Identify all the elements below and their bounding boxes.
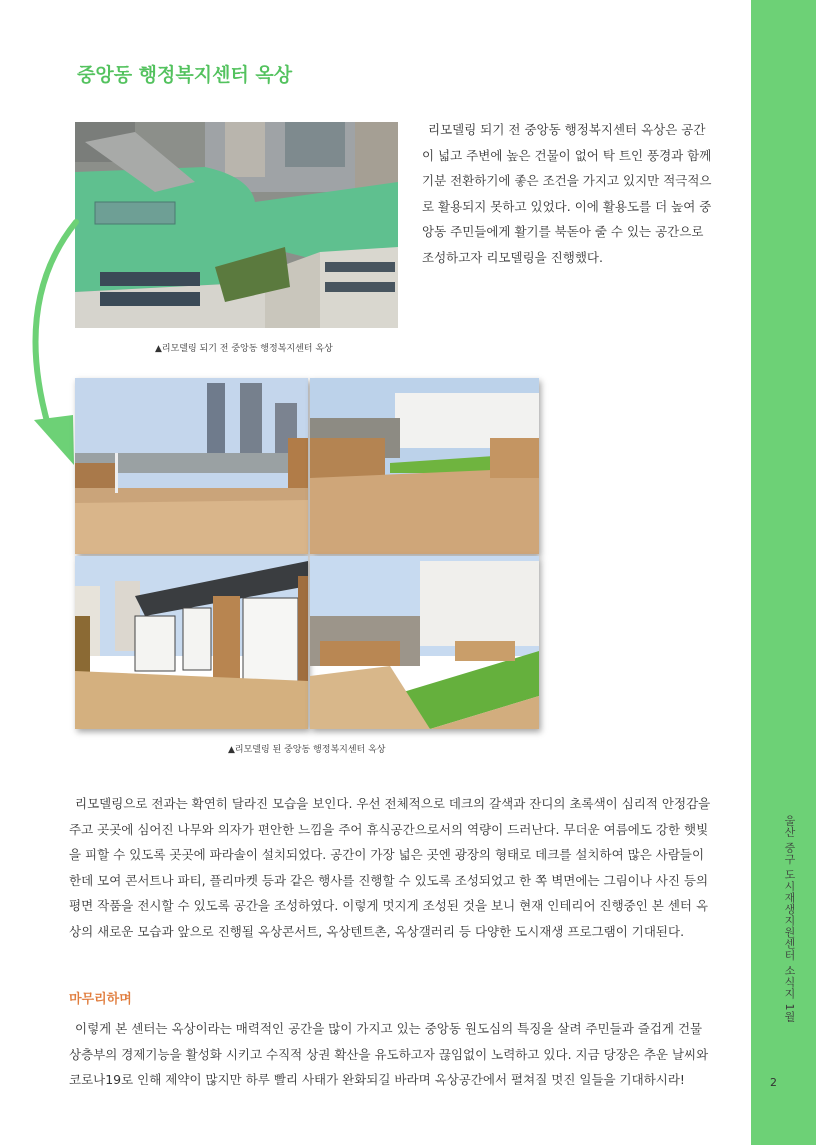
caption-after: ▲리모델링 된 중앙동 행정복지센터 옥상 — [228, 745, 386, 755]
page-title: 중앙동 행정복지센터 옥상 — [77, 64, 293, 86]
photo-after-3 — [75, 556, 308, 729]
body-paragraph: 리모델링으로 전과는 확연히 달라진 모습을 보인다. 우선 전체적으로 데크의 갈색과 잔디의 초록색이 심리적 안정감을 주고 곳곳에 심어진 나무와 의자가 편안한 느낌을 주어 휴식공간으로서의 역량이 드러난다. 무더운 여름에도 강한 햇빛을 피할 수 있도록 곳곳에 파라솔이 설치되었다. 공간이 가장 넓은 곳엔 광장의 형태로 데크를 설치하여 많은 사람들이 한데 모여 콘서트나 파티, 플리마켓 등과 같은 행사를 진행할 수 있도록 조성되었고 한 쪽 벽면에는 그림이나 사진 등의 평면 작품을 전시할 수 있도록 공간을 조성하였다. 이렇게 멋지게 조성된 것을 보니 현재 인테리어 진행중인 본 센터 옥상의 새로운 모습과 앞으로 진행될 옥상콘서트, 옥상텐트촌, 옥상갤러리 등 다양한 도시재생 프로그램이 기대된다. — [69, 796, 711, 939]
closing-heading: 마무리하며 — [69, 992, 132, 1007]
page-number: 2 — [770, 1076, 777, 1089]
photo-after-4 — [310, 556, 539, 729]
sidebar-newsletter-title: 울산 중구 도시재생지원센터 소식지 1월 — [783, 815, 796, 1023]
caption-before: ▲리모델링 되기 전 중앙동 행정복지센터 옥상 — [155, 344, 333, 354]
intro-paragraph: 리모델링 되기 전 중앙동 행정복지센터 옥상은 공간이 넓고 주변에 높은 건물이 없어 탁 트인 풍경과 함께 기분 전환하기에 좋은 조건을 가지고 있지만 적극적으로 활용되지 못하고 있었다. 이에 활용도를 더 높여 중앙동 주민들에게 활기를 북돋아 줄 수 있는 공간으로 조성하고자 리모델링을 진행했다. — [422, 122, 712, 265]
photo-after-1 — [75, 378, 308, 554]
photo-before-remodel — [75, 122, 398, 328]
closing-paragraph: 이렇게 본 센터는 옥상이라는 매력적인 공간을 많이 가지고 있는 중앙동 원도심의 특징을 살려 주민들과 즐겁게 건물 상층부의 경제기능을 활성화 시키고 수직적 상권 확산을 유도하고자 끊임없이 노력하고 있다. 지금 당장은 추운 날씨와 코로나19로 인해 제약이 많지만 하루 빨리 사태가 완화되길 바라며 옥상공간에서 펼쳐질 멋진 일들을 기대하시라! — [69, 1021, 709, 1087]
photo-after-2 — [310, 378, 539, 554]
